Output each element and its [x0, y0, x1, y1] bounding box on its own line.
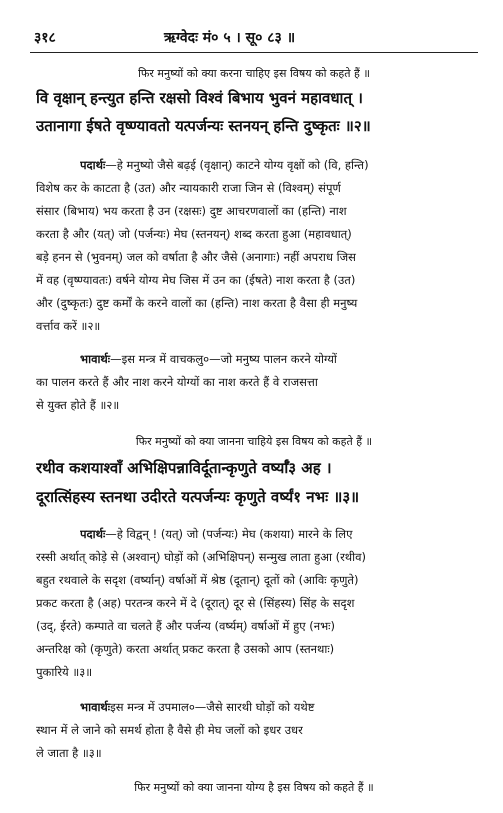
running-title: ऋग्वेदः मं० ५ । सू० ८३ ॥	[164, 30, 296, 46]
padartha-line: संसार (बिभाय) भय करता है उन (रक्षसः) दुष्ट आचरणवालों का (हन्ति) नाश	[36, 204, 347, 218]
padartha-line: बड़े हनन से (भुवनम्) जल को वर्षाता है और जैसे (अनागाः) नहीं अपराध जिस	[36, 250, 356, 264]
section-intro: फिर मनुष्यों को क्या जानना योग्य है इस विषय को कहते हैं ॥	[134, 781, 374, 794]
padartha-text: —हे मनुष्यो जैसे बढ़ई (वृक्षान्) काटने योग्य वृक्षों को (वि, हन्ति)	[105, 158, 369, 172]
bhavartha-text: इस मन्त्र में उपमाल०—जैसे सारथी घोड़ों को यथेष्ट	[110, 700, 315, 714]
padartha-line: बहुत रथवाले के सदृश (वर्ष्यान्) वर्षाओं में श्रेष्ठ (दूतान्) दूतों को (आविः कृणुते)	[36, 573, 359, 587]
padartha-line: विशेष कर के काटता है (उत) और न्यायकारी राजा जिन से (विश्वम्) संपूर्ण	[36, 181, 341, 195]
padartha-line: वर्त्ताव करें ॥२॥	[36, 319, 101, 333]
bhavartha-text: —इस मन्त्र में वाचकलु०—जो मनुष्य पालन करने योग्यों	[110, 352, 337, 366]
padartha-line: और (दुष्कृतः) दुष्ट कर्मों के करने वालों का (हन्ति) नाश करता है वैसा ही मनुष्य	[36, 296, 358, 310]
bhavartha-line: स्थान में ले जाने को समर्थ होता है वैसे ही मेघ जलों को इधर उधर	[36, 723, 303, 737]
section-intro: फिर मनुष्यों को क्या करना चाहिए इस विषय को कहते हैं ॥	[138, 67, 370, 80]
mantra-line: उतानागा ईषते वृष्ण्यावतो यत्पर्जन्यः स्तनयन् हन्ति दुष्कृतः ॥२॥	[36, 117, 371, 135]
padartha-label: पदार्थः	[80, 158, 106, 172]
page-number: ३१८	[34, 30, 56, 46]
padartha-line: करता है और (यत्) जो (पर्जन्यः) मेघ (स्तनयन्) शब्द करता हुआ (महावधात्)	[36, 227, 352, 241]
bhavartha-line: से युक्त होते हैं ॥२॥	[36, 398, 120, 412]
padartha-line	[80, 527, 472, 542]
bhavartha-label: भावार्थः	[80, 700, 111, 714]
bhavartha-line: ले जाता है ॥३॥	[36, 746, 102, 760]
bhavartha-line	[80, 352, 472, 367]
padartha-label: पदार्थः	[80, 527, 106, 541]
bhavartha-line: का पालन करते हैं और नाश करने योग्यों का नाश करते हैं वे राजसत्ता	[36, 375, 318, 389]
page-header	[34, 28, 474, 50]
padartha-line: (उद्, ईरते) कम्पाते वा चलते हैं और पर्जन्य (वर्ष्यम्) वर्षाओं में हुए (नभः)	[36, 619, 335, 633]
padartha-line	[80, 158, 472, 173]
bhavartha-line	[80, 700, 472, 715]
bhavartha-label: भावार्थः	[80, 352, 111, 366]
padartha-line: रस्सी अर्थात् कोड़े से (अश्वान्) घोड़ों को (अभिक्षिपन्) सन्मुख लाता हुआ (रथीव)	[36, 550, 367, 564]
padartha-line: में वह (वृष्ण्यावतः) वर्षने योग्य मेघ जिस में उन का (ईषते) नाश करता है (उत)	[36, 273, 356, 287]
padartha-line: अन्तरिक्ष को (कृणुते) करता अर्थात् प्रकट करता है उसको आप (स्तनथाः)	[36, 642, 335, 656]
padartha-text: —हे विद्वन् ! (यत्) जो (पर्जन्यः) मेघ (कशया) मारने के लिए	[105, 527, 353, 541]
mantra-line: रथीव कशयाश्वाँ अभिक्षिपन्नाविर्दूतान्कृणुते वर्ष्याँ३ अह ।	[36, 459, 332, 477]
mantra-line: वि वृक्षान् हन्त्युत हन्ति रक्षसो विश्वं बिभाय भुवनं महावधात् ।	[36, 89, 363, 107]
header-rule	[30, 52, 478, 53]
padartha-line: पुकारिये ॥३॥	[36, 665, 93, 679]
padartha-line: प्रकट करता है (अह) परतन्त्र करने में दे (दूरात्) दूर से (सिंहस्य) सिंह के सदृश	[36, 596, 355, 610]
mantra-line: दूरात्सिंहस्य स्तनथा उदीरते यत्पर्जन्यः कृणुते वर्ष्यं१ नभः ॥३॥	[36, 488, 360, 506]
section-intro: फिर मनुष्यों को क्या जानना चाहिये इस विषय को कहते हैं ॥	[135, 435, 373, 448]
